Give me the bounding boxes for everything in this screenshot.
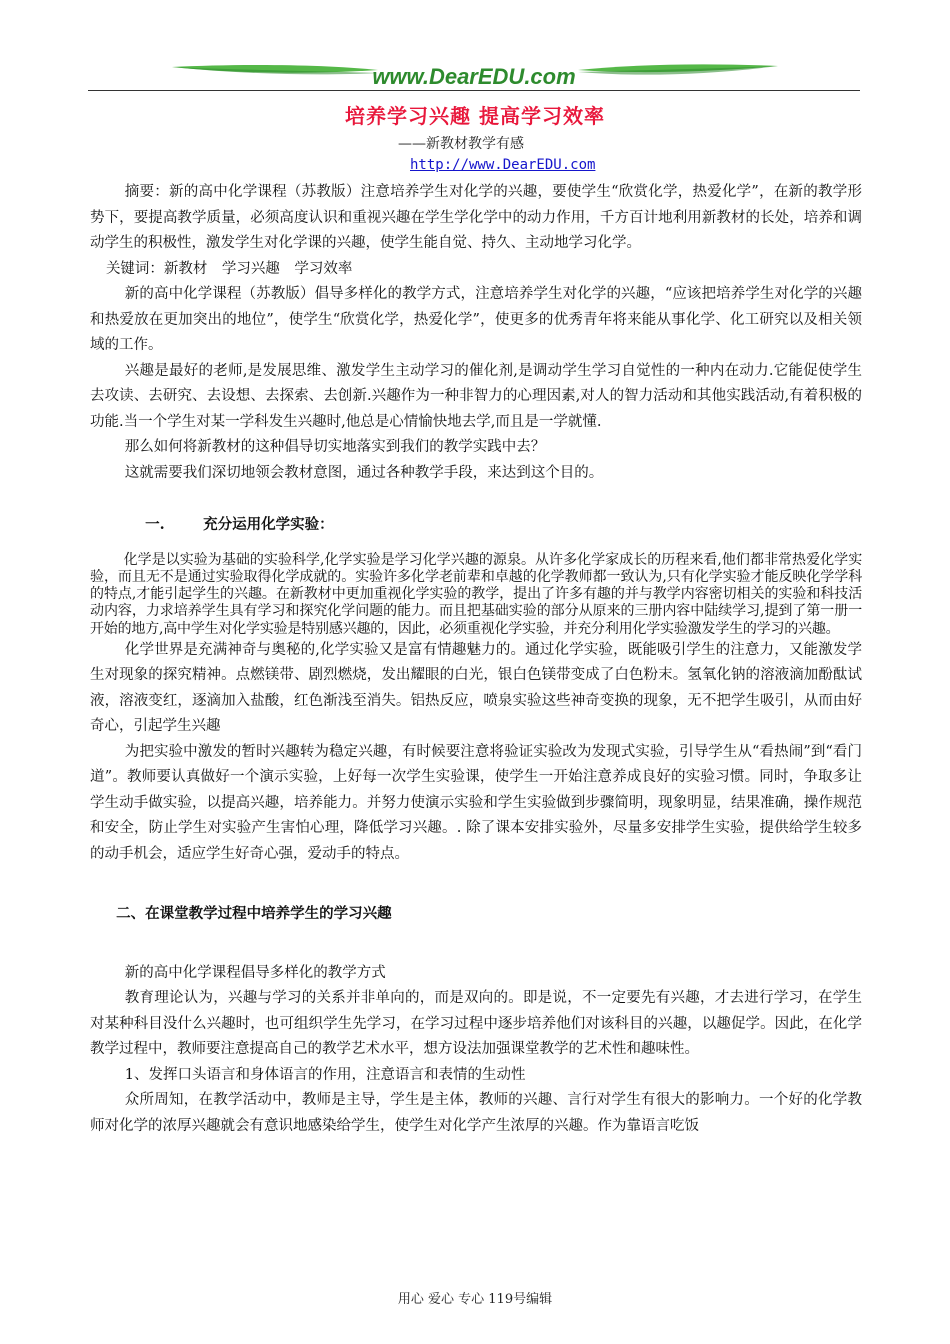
paragraph: 众所周知，在教学活动中，教师是主导，学生是主体，教师的兴趣、言行对学生有很大的影响力。一个好的化学教师对化学的浓厚兴趣就会有意识地感染给学生，使学生对化学产生浓厚的兴趣。作为靠语言吃饭 xyxy=(90,1092,862,1134)
header-rule xyxy=(88,90,860,91)
logo-text: www.DearEDU.com xyxy=(372,64,576,89)
paragraph: 这就需要我们深切地领会教材意图，通过各种教学手段，来达到这个目的。 xyxy=(124,464,604,481)
paragraph: 化学是以实验为基础的实验科学,化学实验是学习化学兴趣的源泉。从许多化学家成长的历程来看,他们都非常热爱化学实验，而且无不是通过实验取得化学成就的。实验许多化学老前辈和卓越的化学教师都一致认为,只有化学实验才能反映化学学科的特点,才能引起学生的兴趣。在新教材中更加重视化学实验的教学，提出了许多有趣的并与教学内容密切相关的实验和科技活动内容，力求培养学生具有学习和探究化学问题的能力。而且把基础实验的部分从原来的三册内容中陆续学习,提到了第一册一开始的地方,高中学生对化学实验是特别感兴趣的，因此，必须重视化学实验，并充分利用化学实验激发学生的学习的兴趣。 xyxy=(90,551,862,637)
site-logo-banner xyxy=(88,58,860,92)
paragraph: 1、发挥口头语言和身体语言的作用，注意语言和表情的生动性 xyxy=(124,1066,526,1083)
abstract: 摘要：新的高中化学课程（苏教版）注意培养学生对化学的兴趣，要使学生“欣赏化学，热爱化学”，在新的教学形势下，要提高教学质量，必须高度认识和重视兴趣在学生学化学中的动力作用，千方百计地利用新教材的长处，培养和调动学生的积极性，激发学生对化学课的兴趣，使学生能自觉、持久、主动地学习化学。 xyxy=(90,184,862,251)
paragraph: 新的高中化学课程（苏教版）倡导多样化的教学方式，注意培养学生对化学的兴趣，“应该把培养学生对化学的兴趣和热爱放在更加突出的地位”，使学生“欣赏化学，热爱化学”，使更多的优秀青年将来能从事化学、化工研究以及相关领域的工作。 xyxy=(90,286,862,353)
paragraph: 化学世界是充满神奇与奥秘的,化学实验又是富有情趣魅力的。通过化学实验，既能吸引学生的注意力，又能激发学生对现象的探究精神。点燃镁带、剧烈燃烧，发出耀眼的白光，银白色镁带变成了白色粉末。氢氧化钠的溶液滴加酚酞试液，溶液变红，逐滴加入盐酸，红色渐浅至消失。铝热反应，喷泉实验这些神奇变换的现象，无不把学生吸引，从而由好奇心，引起学生兴趣 xyxy=(90,641,862,735)
section-1-heading xyxy=(90,512,862,538)
paragraph: 那么如何将新教材的这种倡导切实地落实到我们的教学实践中去？ xyxy=(124,439,546,455)
page-footer: 用心 爱心 专心 119号编辑 xyxy=(397,1292,553,1307)
article-title: 培养学习兴趣 提高学习效率 xyxy=(345,104,605,128)
paragraph: 教育理论认为，兴趣与学习的关系并非单向的，而是双向的。即是说，不一定要先有兴趣，才去进行学习，在学生对某种科目没什么兴趣时，也可组织学生先学习，在学习过程中逐步培养他们对该科目的兴趣，以趣促学。因此，在化学教学过程中，教师要注意提高自己的教学艺术水平，想方设法加强课堂教学的艺术性和趣味性。 xyxy=(90,990,862,1058)
paragraph: 为把实验中激发的暂时兴趣转为稳定兴趣，有时候要注意将验证实验改为发现式实验，引导学生从“看热闹”到“看门道”。教师要认真做好一个演示实验，上好每一次学生实验课，使学生一开始注意养成良好的实验习惯。同时，争取多让学生动手做实验，以提高兴趣，培养能力。并努力使演示实验和学生实验做到步骤简明，现象明显，结果准确，操作规范和安全，防止学生对实验产生害怕心理，降低学习兴趣。. 除了课本安排实验外，尽量多安排学生实验，提供给学生较多的动手机会，适应学生好奇心强，爱动手的特点。 xyxy=(90,743,862,862)
section-1-title: 充分运用化学实验： xyxy=(203,516,334,533)
paragraph: 兴趣是最好的老师,是发展思维、激发学生主动学习的催化剂,是调动学生学习自觉性的一种内在动力.它能促使学生去攻读、去研究、去设想、去探索、去创新.兴趣作为一种非智力的心理因素,对人的智力活动和其他实践活动,有着积极的功能.当一个学生对某一学科发生兴趣时,他总是心情愉快地去学,而且是一学就懂. xyxy=(90,362,862,430)
section-2-heading: 二、在课堂教学过程中培养学生的学习兴趣 xyxy=(116,905,392,923)
keywords: 关键词：新教材 学习兴趣 学习效率 xyxy=(105,260,353,277)
article-body xyxy=(90,180,862,1139)
paragraph: 新的高中化学课程倡导多样化的教学方式 xyxy=(124,964,386,981)
section-1-number: 一. xyxy=(145,516,165,533)
article-subtitle: ——新教材教学有感 xyxy=(398,136,524,152)
source-link[interactable]: http://www.DearEDU.com xyxy=(410,157,596,173)
